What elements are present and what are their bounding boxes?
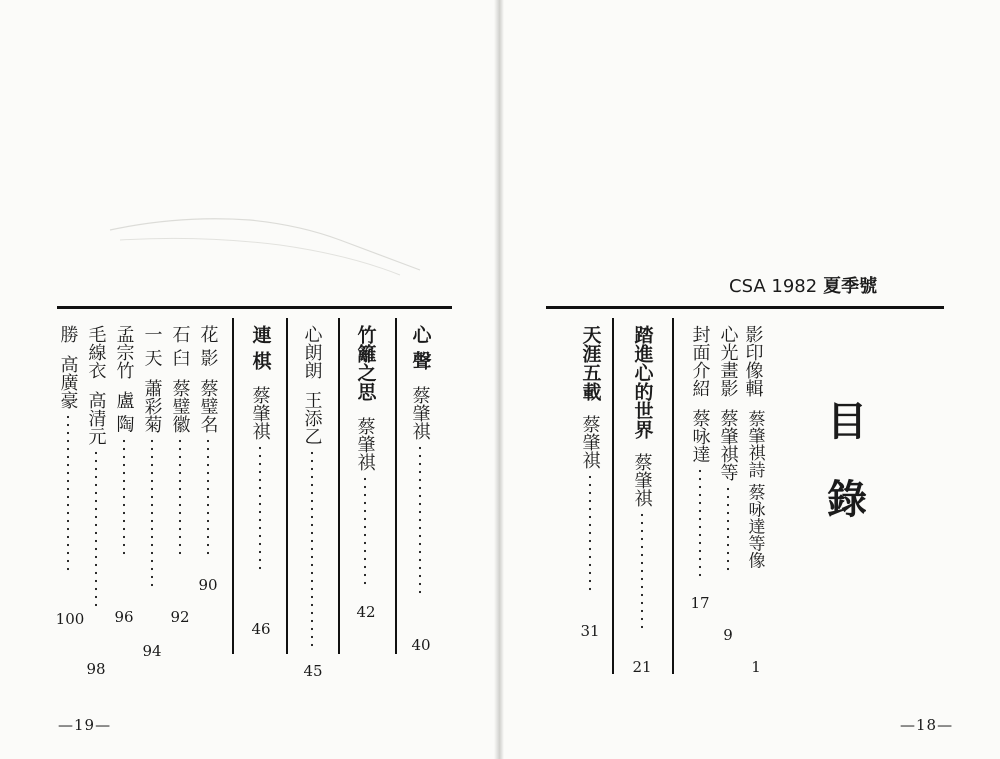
toc-leader-dots <box>151 437 153 587</box>
toc-leader-dots <box>641 511 643 631</box>
toc-page-number: 92 <box>170 608 190 626</box>
toc-leader-dots <box>311 449 313 649</box>
toc-leader-dots <box>364 475 366 585</box>
toc-title: 心光畫影 <box>717 325 739 397</box>
right-top-rule <box>546 306 944 309</box>
toc-title: 孟宗竹 <box>113 325 135 379</box>
toc-page-number: 96 <box>114 608 134 626</box>
toc-title: 天涯五載 <box>579 325 602 401</box>
toc-page-number: 9 <box>723 626 733 644</box>
issue-header <box>729 272 877 298</box>
toc-entry-1[interactable] <box>741 325 765 397</box>
toc-author: 蔡肇祺 <box>579 415 601 469</box>
toc-title: 石 臼 <box>169 325 191 367</box>
left-top-rule <box>57 306 452 309</box>
toc-entry-3[interactable] <box>688 325 712 577</box>
toc-page-number: 98 <box>86 660 106 678</box>
toc-author: 王添乙 <box>301 391 323 445</box>
toc-entry-13[interactable] <box>112 325 136 557</box>
toc-author: 高廣豪 <box>57 355 79 409</box>
left-col-divider-1 <box>395 318 397 654</box>
toc-title: 一 天 <box>141 325 163 367</box>
toc-author: 蔡肇祺詩 蔡咏達等像 <box>744 410 765 569</box>
toc-page-number: 1 <box>751 658 761 676</box>
toc-title: 踏進心的世界 <box>631 325 654 439</box>
toc-entry-8[interactable] <box>300 325 324 649</box>
toc-title: 封面介紹 <box>689 325 711 397</box>
toc-author: 高清元 <box>85 391 107 445</box>
toc-page-number: 40 <box>411 636 431 654</box>
page-folio-right: —18— <box>900 716 954 734</box>
toc-leader-dots <box>589 473 591 593</box>
toc-entry-4[interactable] <box>630 325 654 631</box>
toc-entry-15[interactable] <box>56 325 80 573</box>
toc-author: 蔡肇祺 <box>631 453 653 507</box>
toc-entry-2[interactable] <box>716 325 740 575</box>
toc-leader-dots <box>699 467 701 577</box>
toc-author: 蔡肇祺 <box>354 417 376 471</box>
toc-title: 毛線衣 <box>85 325 107 379</box>
toc-page-number: 21 <box>632 658 652 676</box>
toc-title: 連 棋 <box>249 325 272 370</box>
toc-entry-6[interactable] <box>408 325 432 594</box>
toc-author: 蔡肇祺 <box>249 385 271 440</box>
toc-leader-dots <box>179 437 181 557</box>
toc-leader-dots <box>259 444 261 574</box>
toc-page-number: 31 <box>580 622 600 640</box>
contents-title-char-2: 錄 <box>827 477 867 523</box>
toc-author-1 <box>744 410 764 568</box>
toc-page-number: 90 <box>198 576 218 594</box>
toc-page-number: 42 <box>356 603 376 621</box>
toc-entry-7[interactable] <box>353 325 377 585</box>
toc-leader-dots <box>419 444 421 594</box>
toc-page-number: 17 <box>690 594 710 612</box>
faint-landscape-sketch <box>100 200 430 280</box>
toc-entry-10[interactable] <box>196 325 220 557</box>
toc-title: 心朗朗 <box>301 325 323 379</box>
toc-leader-dots <box>95 449 97 609</box>
toc-entry-12[interactable] <box>140 325 164 587</box>
toc-title: 心 聲 <box>409 325 432 370</box>
toc-leader-dots <box>207 437 209 557</box>
toc-page-number: 94 <box>142 642 162 660</box>
toc-author: 蔡咏達 <box>689 409 711 463</box>
toc-entry-14[interactable] <box>84 325 108 609</box>
book-gutter <box>494 0 504 759</box>
toc-page-number: 46 <box>251 620 271 638</box>
page-folio-left: —19— <box>58 716 112 734</box>
toc-entry-11[interactable] <box>168 325 192 557</box>
contents-title-char-1: 目 <box>827 399 867 445</box>
left-col-divider-3 <box>286 318 288 654</box>
toc-title: 花 影 <box>197 325 219 367</box>
toc-title: 勝 <box>57 325 79 343</box>
issue-season: 夏季號 <box>823 276 878 297</box>
left-col-divider-2 <box>338 318 340 654</box>
left-col-divider-4 <box>232 318 234 654</box>
right-col-divider-2 <box>672 318 674 674</box>
toc-entry-5[interactable] <box>578 325 602 593</box>
toc-author: 蔡肇祺 <box>409 385 431 440</box>
toc-title: 竹籬之思 <box>354 325 377 401</box>
issue-code: CSA 1982 <box>729 276 818 297</box>
right-col-divider-1 <box>612 318 614 674</box>
toc-leader-dots <box>67 413 69 573</box>
toc-leader-dots <box>727 485 729 575</box>
toc-author: 盧 陶 <box>113 391 135 433</box>
toc-page-number: 100 <box>55 610 85 628</box>
toc-page-number: 45 <box>303 662 323 680</box>
toc-entry-9[interactable] <box>248 325 272 574</box>
toc-author: 蔡璧名 <box>197 378 219 433</box>
toc-author: 蔡璧徽 <box>169 378 191 433</box>
toc-author: 蕭彩菊 <box>141 378 163 433</box>
toc-leader-dots <box>123 437 125 557</box>
toc-author: 蔡肇祺等 <box>717 409 739 481</box>
toc-title: 影印像輯 <box>742 325 764 397</box>
